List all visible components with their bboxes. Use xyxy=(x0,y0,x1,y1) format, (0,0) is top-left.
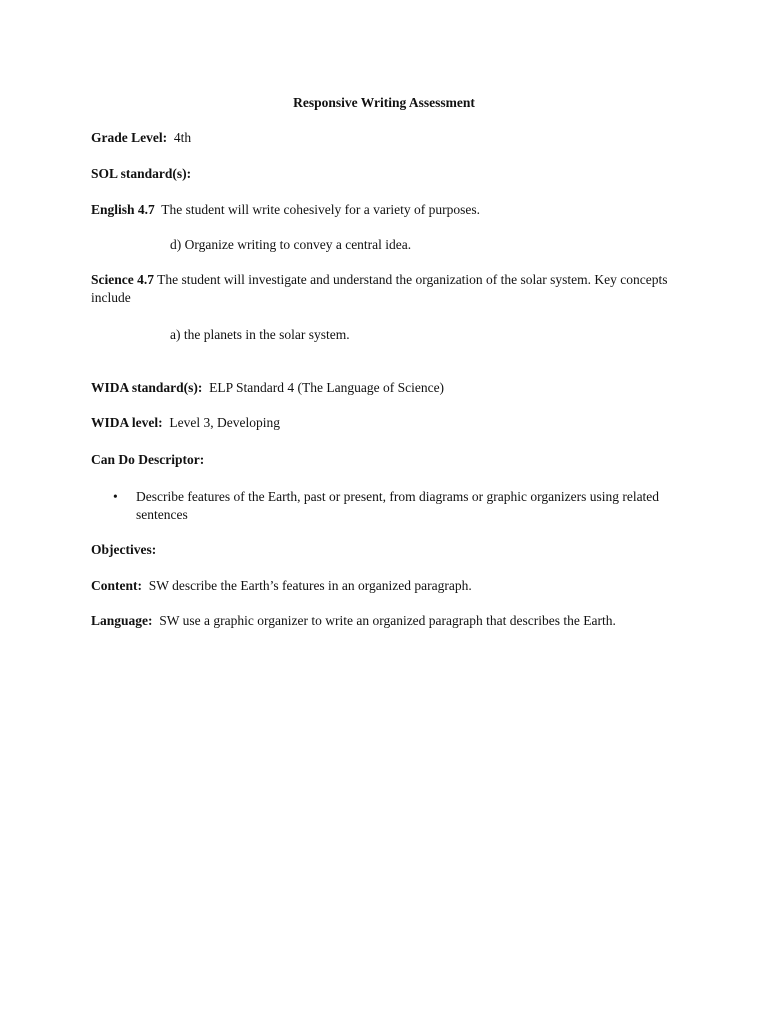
language-objective-label: Language: xyxy=(91,613,153,628)
english-standard-row xyxy=(91,201,480,219)
science-standard-row xyxy=(91,271,691,307)
content-objective-row xyxy=(91,577,472,595)
grade-level-label: Grade Level: xyxy=(91,130,168,145)
bullet-icon: • xyxy=(113,489,118,504)
language-objective-row xyxy=(91,612,616,630)
english-standard-label: English 4.7 xyxy=(91,202,155,217)
wida-level-label: WIDA level: xyxy=(91,415,163,430)
english-standard-text: The student will write cohesively for a variety of purposes. xyxy=(161,202,480,217)
science-substandard: a) the planets in the solar system. xyxy=(170,327,350,342)
content-objective-label: Content: xyxy=(91,578,142,593)
grade-level-row xyxy=(91,129,191,147)
science-standard-text: The student will investigate and understand the organization of the solar system. Key concepts include xyxy=(91,272,668,305)
document-title: Responsive Writing Assessment xyxy=(293,95,475,110)
grade-level-value: 4th xyxy=(173,130,192,145)
sol-standards-heading: SOL standard(s): xyxy=(91,166,192,181)
wida-standards-value: ELP Standard 4 (The Language of Science) xyxy=(209,380,445,395)
can-do-descriptor-text: Describe features of the Earth, past or present, from diagrams or graphic organizers using related sentences xyxy=(136,489,660,522)
objectives-heading: Objectives: xyxy=(91,542,157,557)
can-do-descriptor-heading: Can Do Descriptor: xyxy=(91,452,205,467)
science-standard-label: Science 4.7 xyxy=(91,272,154,287)
language-objective-text: SW use a graphic organizer to write an organized paragraph that describes the Earth. xyxy=(159,613,616,628)
wida-level-row xyxy=(91,414,280,432)
content-objective-text: SW describe the Earth’s features in an organized paragraph. xyxy=(148,578,472,593)
wida-standards-row xyxy=(91,379,444,397)
wida-standards-label: WIDA standard(s): xyxy=(91,380,203,395)
wida-level-value: Level 3, Developing xyxy=(169,415,280,430)
english-substandard: d) Organize writing to convey a central idea. xyxy=(170,237,412,252)
